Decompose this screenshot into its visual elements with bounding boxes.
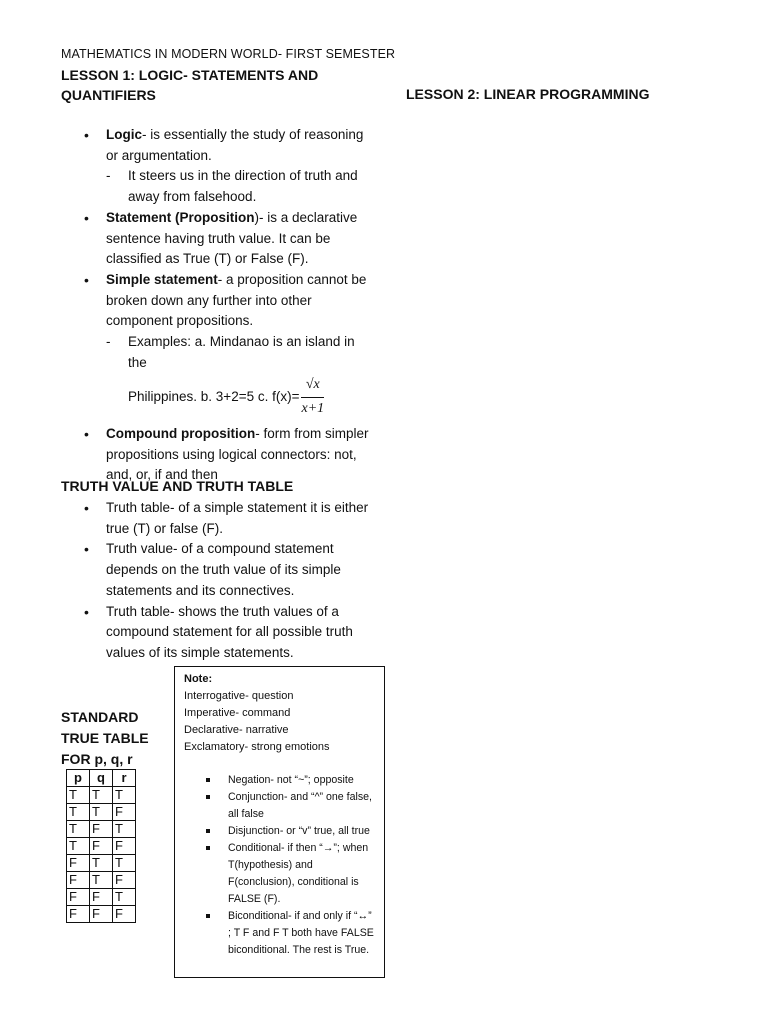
statement-term: Statement (Proposition <box>106 209 255 225</box>
table-row <box>67 821 136 838</box>
fraction-formula <box>301 375 324 419</box>
table-row <box>67 838 136 855</box>
connective-disjunction: Disjunction- or “v” true, all true <box>206 823 376 840</box>
compound-term: Compound proposition <box>106 425 256 441</box>
logic-item <box>84 125 374 166</box>
table-row <box>67 855 136 872</box>
table-cell: F <box>90 906 113 923</box>
table-cell: F <box>113 804 136 821</box>
examples-line-1: - Examples: a. Mindanao is an island in the <box>128 334 355 370</box>
definitions-list <box>84 125 374 486</box>
truth-table-header-row <box>67 770 136 787</box>
table-cell: F <box>67 872 90 889</box>
table-row <box>67 906 136 923</box>
table-row <box>67 889 136 906</box>
table-cell: T <box>113 787 136 804</box>
connective-biconditional: Biconditional- if and only if “↔” ; T F and F T both have FALSE biconditional. The rest is True. <box>206 908 376 959</box>
table-cell: T <box>67 821 90 838</box>
note-line: Interrogative- question <box>184 690 294 702</box>
fraction-denominator: x+1 <box>301 401 325 417</box>
table-cell: T <box>67 787 90 804</box>
statement-item <box>84 208 374 270</box>
compound-definition: - form from simpler propositions using logical connectors: not, and, or, if and then <box>106 425 369 483</box>
table-cell: T <box>113 889 136 906</box>
table-cell: F <box>67 906 90 923</box>
lesson1-title: LESSON 1: LOGIC- STATEMENTS AND QUANTIFIERS <box>61 67 319 103</box>
table-cell: F <box>67 855 90 872</box>
standard-table-title: STANDARD TRUE TABLE FOR p, q, r <box>61 709 149 767</box>
header-r: r <box>113 770 136 787</box>
connective-conjunction: Conjunction- and “^” one false, all false <box>206 789 376 823</box>
table-cell: F <box>67 889 90 906</box>
simple-statement-definition: - a proposition cannot be broken down any further into other component propositions. <box>106 271 367 329</box>
table-cell: T <box>90 787 113 804</box>
note-line: Exclamatory- strong emotions <box>184 741 330 753</box>
lesson2-title: LESSON 2: LINEAR PROGRAMMING <box>406 86 650 102</box>
truth-table <box>66 769 136 923</box>
table-row <box>67 872 136 889</box>
note-line: Declarative- narrative <box>184 724 289 736</box>
connectives-list <box>206 772 376 959</box>
header-q: q <box>90 770 113 787</box>
table-cell: F <box>113 906 136 923</box>
table-cell: T <box>113 821 136 838</box>
document-header: MATHEMATICS IN MODERN WORLD- FIRST SEMESTER <box>61 47 396 61</box>
note-title: Note: <box>184 673 213 685</box>
truth-section-title: TRUTH VALUE AND TRUTH TABLE <box>61 478 294 494</box>
truth-section-list <box>84 498 374 664</box>
logic-definition: - is essentially the study of reasoning or argumentation. <box>106 127 364 163</box>
truth-item-2: • Truth value- of a compound statement depends on the truth value of its simple statements and its connectives. <box>84 539 374 601</box>
connective-negation: Negation- not “~”; opposite <box>206 772 376 789</box>
logic-subpoint: - It steers us in the direction of truth and away from falsehood. <box>84 166 374 207</box>
examples-line-2 <box>128 375 374 419</box>
table-cell: F <box>90 889 113 906</box>
simple-statement-item <box>84 270 374 332</box>
statement-definition: )- is a declarative sentence having truth value. It can be classified as True (T) or False (F). <box>106 209 358 267</box>
compound-item <box>84 424 374 486</box>
table-cell: F <box>113 872 136 889</box>
simple-statement-term: Simple statement <box>106 271 218 287</box>
table-cell: T <box>90 804 113 821</box>
table-cell: F <box>90 821 113 838</box>
truth-item-1: • Truth table- of a simple statement it is either true (T) or false (F). <box>84 498 374 539</box>
table-cell: T <box>90 855 113 872</box>
examples-line-2-text: Philippines. b. 3+2=5 c. f(x)= <box>128 389 300 405</box>
table-cell: T <box>67 804 90 821</box>
truth-item-3: • Truth table- shows the truth values of a compound statement for all possible truth values of its simple statements. <box>84 602 374 664</box>
note-sentence-types <box>184 688 330 756</box>
table-cell: T <box>90 872 113 889</box>
note-line: Imperative- command <box>184 707 291 719</box>
connective-conditional: Conditional- if then “→”; when T(hypothesis) and F(conclusion), conditional is FALSE (F). <box>206 840 376 908</box>
table-cell: T <box>113 855 136 872</box>
table-cell: F <box>113 838 136 855</box>
table-row <box>67 787 136 804</box>
table-cell: F <box>90 838 113 855</box>
header-p: p <box>67 770 90 787</box>
fraction-numerator: √x <box>301 375 324 398</box>
table-row <box>67 804 136 821</box>
examples-subpoint <box>84 332 374 420</box>
table-cell: T <box>67 838 90 855</box>
logic-term: Logic <box>106 127 142 142</box>
